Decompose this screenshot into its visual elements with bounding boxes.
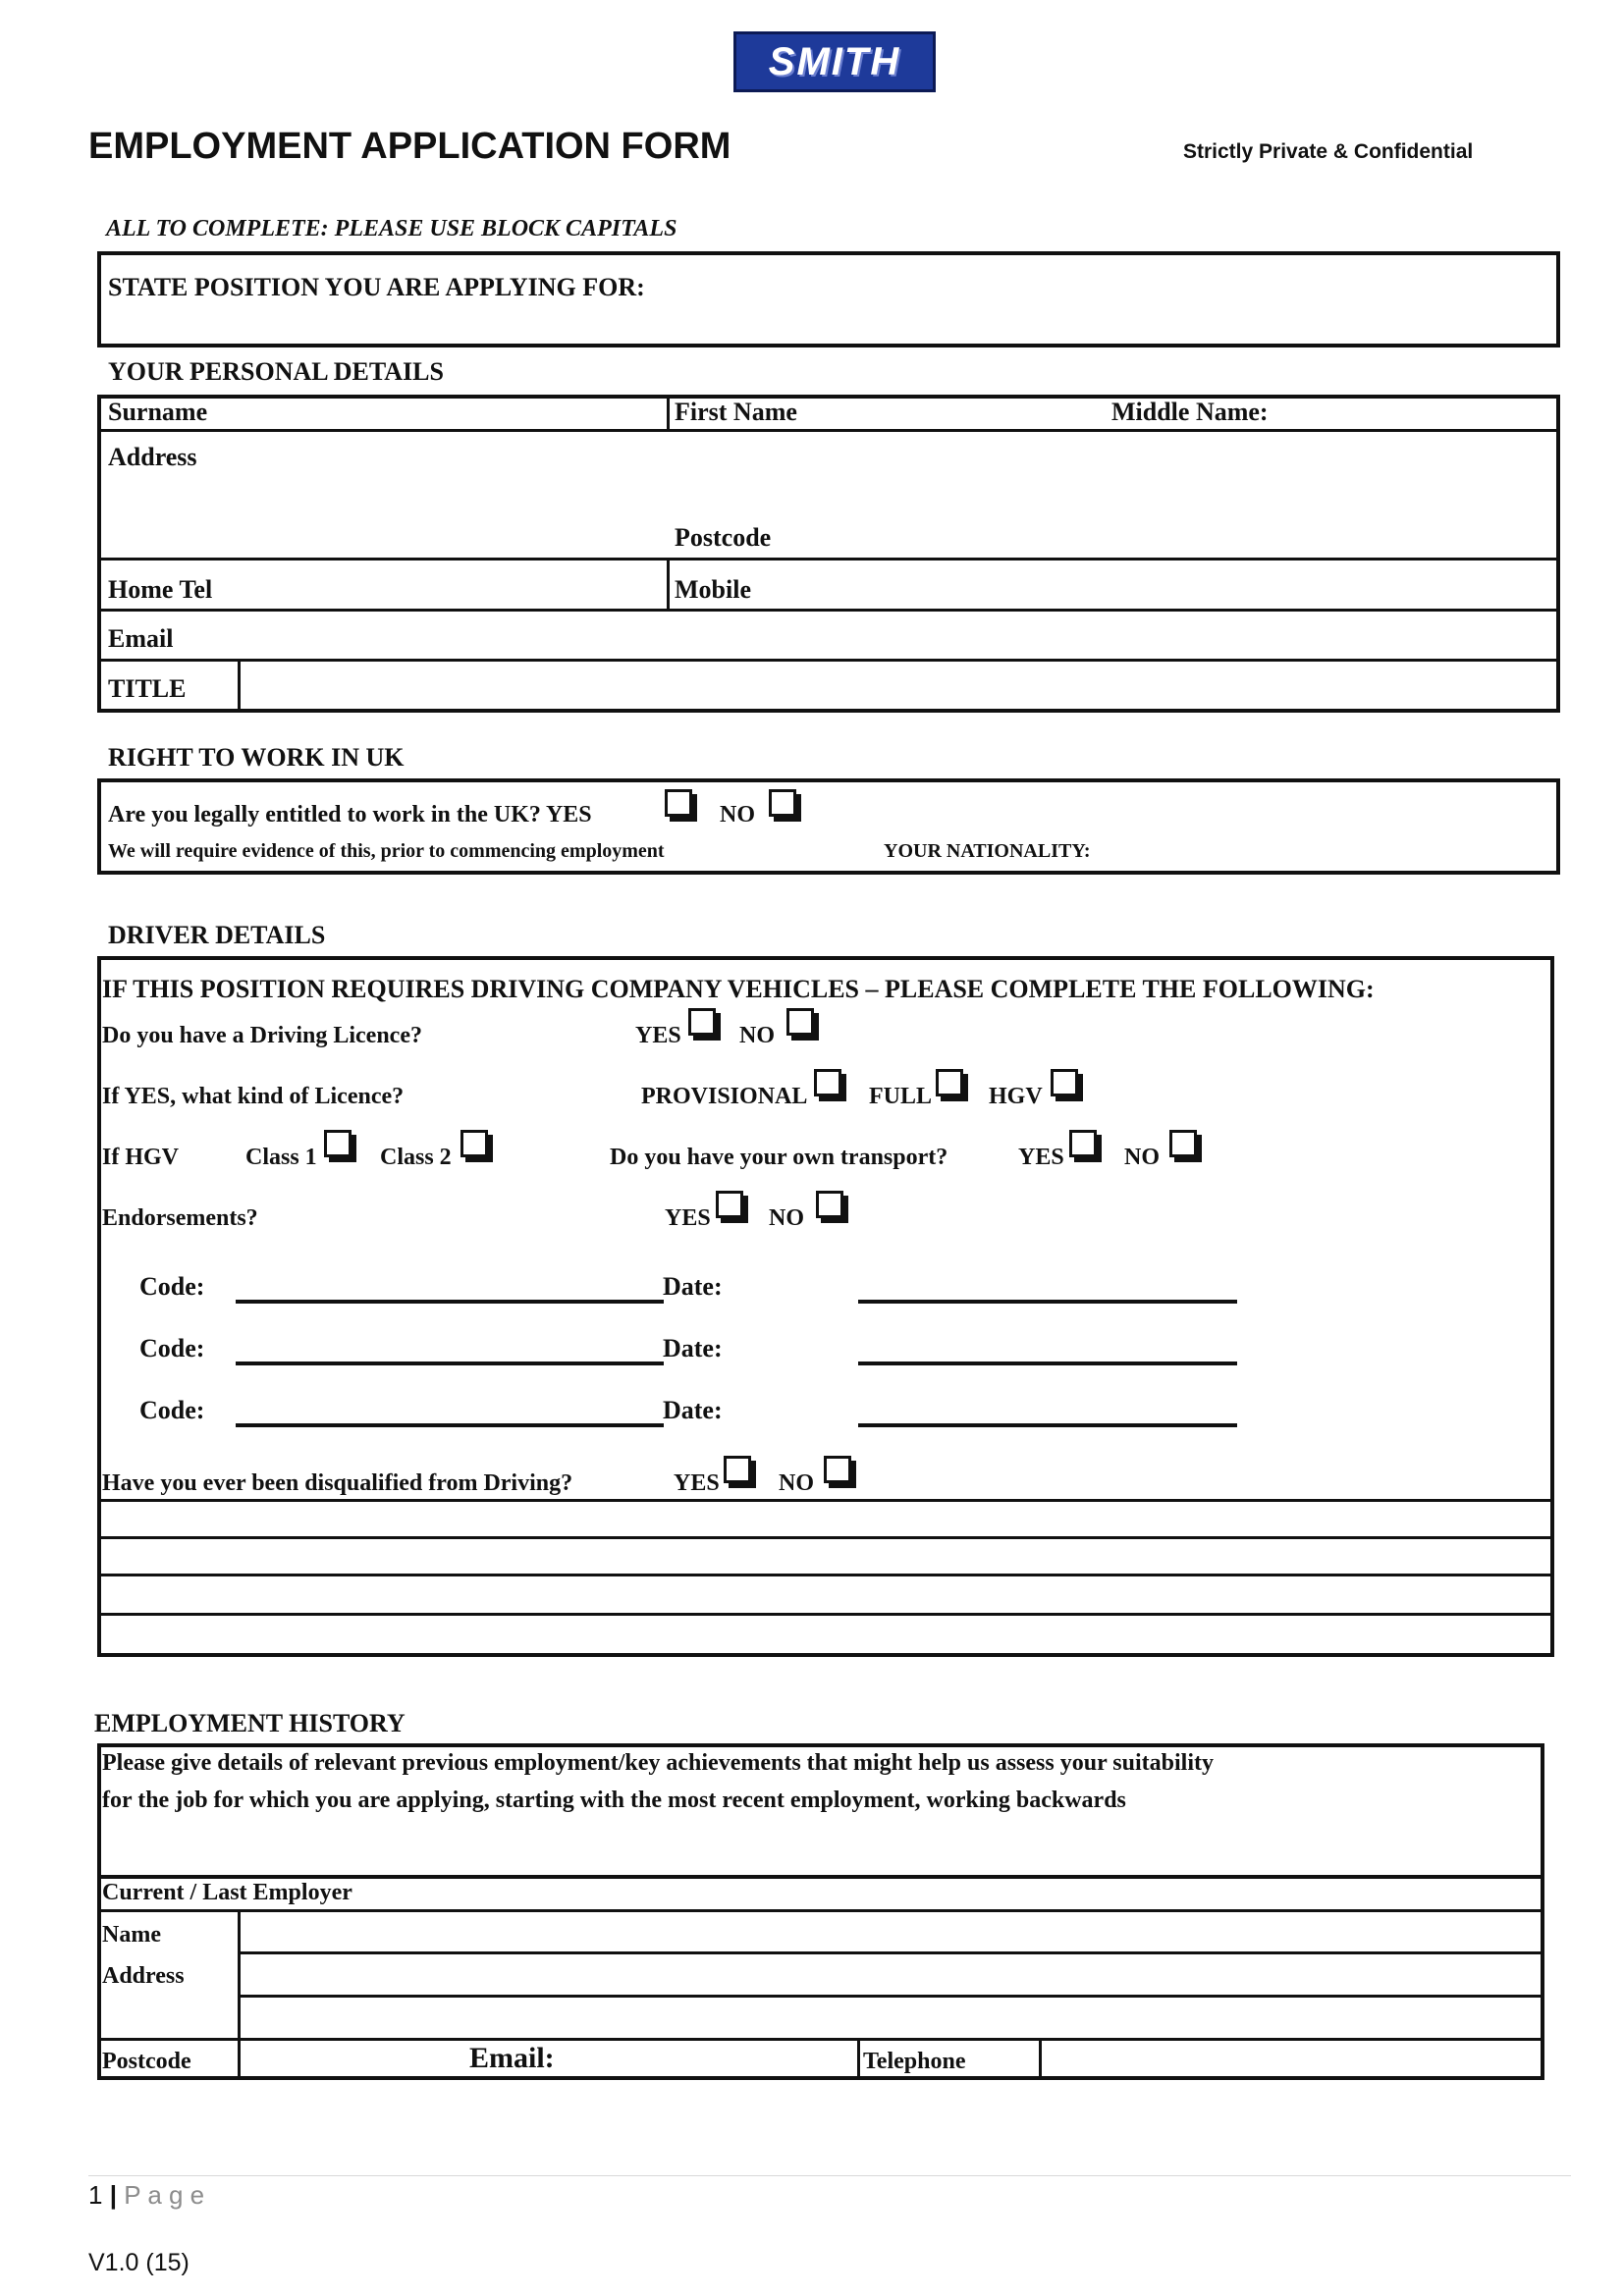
endorsements-no-label: NO xyxy=(769,1205,804,1231)
licence-no-checkbox[interactable] xyxy=(786,1008,814,1036)
transport-yes-label: YES xyxy=(1018,1145,1064,1170)
date-label-3: Date: xyxy=(663,1396,723,1424)
employer-email-field[interactable]: Email: xyxy=(469,2042,555,2074)
class2-checkbox[interactable] xyxy=(460,1130,488,1157)
transport-no-label: NO xyxy=(1124,1145,1160,1170)
if-hgv-label: If HGV xyxy=(102,1145,179,1170)
driver-details-heading: DRIVER DETAILS xyxy=(108,921,326,949)
hgv-label: HGV xyxy=(989,1084,1043,1109)
date-input-3[interactable] xyxy=(858,1423,1237,1427)
personal-details-heading: YOUR PERSONAL DETAILS xyxy=(108,357,444,386)
evidence-note: We will require evidence of this, prior to commencing employment xyxy=(108,840,665,862)
legal-entitlement-yes-checkbox[interactable] xyxy=(665,789,692,817)
disqualified-question: Have you ever been disqualified from Driving? xyxy=(102,1470,573,1496)
licence-no-label: NO xyxy=(739,1023,775,1048)
home-tel-field[interactable]: Home Tel xyxy=(108,575,213,604)
code-input-2[interactable] xyxy=(236,1362,664,1365)
endorsements-no-checkbox[interactable] xyxy=(816,1191,843,1218)
disqualified-no-label: NO xyxy=(779,1470,814,1496)
current-last-employer-label: Current / Last Employer xyxy=(102,1880,352,1905)
disqualified-details-row[interactable] xyxy=(97,1613,1554,1616)
licence-question: Do you have a Driving Licence? xyxy=(102,1023,422,1048)
provisional-label: PROVISIONAL xyxy=(641,1084,808,1109)
disqualified-details-row[interactable] xyxy=(97,1536,1554,1539)
page-label: P a g e xyxy=(124,2180,205,2210)
code-input-3[interactable] xyxy=(236,1423,664,1427)
version-label: V1.0 (15) xyxy=(88,2249,189,2276)
employer-postcode-label: Postcode xyxy=(102,2049,191,2074)
endorsements-yes-label: YES xyxy=(665,1205,711,1231)
licence-yes-checkbox[interactable] xyxy=(688,1008,716,1036)
class2-label: Class 2 xyxy=(380,1145,452,1170)
email-field[interactable]: Email xyxy=(108,624,174,653)
class1-label: Class 1 xyxy=(245,1145,317,1170)
employer-name-label: Name xyxy=(102,1922,161,1948)
code-label-1: Code: xyxy=(139,1272,205,1301)
date-label-1: Date: xyxy=(663,1272,723,1301)
endorsements-yes-checkbox[interactable] xyxy=(716,1191,743,1218)
mobile-field[interactable]: Mobile xyxy=(675,575,751,604)
employer-name-input[interactable] xyxy=(242,1912,1541,1949)
nationality-field[interactable]: YOUR NATIONALITY: xyxy=(884,840,1091,862)
employment-intro-line2: for the job for which you are applying, starting with the most recent employment, working backwards xyxy=(102,1788,1126,1813)
employer-telephone-input[interactable] xyxy=(1043,2041,1541,2078)
position-label: STATE POSITION YOU ARE APPLYING FOR: xyxy=(108,273,645,301)
legal-entitlement-no-label: NO xyxy=(720,802,755,828)
instruction-text: ALL TO COMPLETE: PLEASE USE BLOCK CAPITALS xyxy=(106,216,677,241)
endorsements-question: Endorsements? xyxy=(102,1205,258,1231)
provisional-checkbox[interactable] xyxy=(814,1069,841,1096)
company-logo xyxy=(733,31,936,92)
middle-name-field[interactable]: Middle Name: xyxy=(1111,398,1269,426)
licence-kind-question: If YES, what kind of Licence? xyxy=(102,1084,405,1109)
surname-field[interactable]: Surname xyxy=(108,398,208,426)
page-separator: | xyxy=(109,2180,117,2210)
date-label-2: Date: xyxy=(663,1334,723,1362)
first-name-field[interactable]: First Name xyxy=(675,398,797,426)
form-title: EMPLOYMENT APPLICATION FORM xyxy=(88,126,731,167)
code-input-1[interactable] xyxy=(236,1300,664,1304)
date-input-1[interactable] xyxy=(858,1300,1237,1304)
own-transport-question: Do you have your own transport? xyxy=(610,1145,948,1170)
disqualified-yes-label: YES xyxy=(674,1470,720,1496)
disqualified-details-row[interactable] xyxy=(97,1574,1554,1576)
licence-yes-label: YES xyxy=(635,1023,681,1048)
disqualified-no-checkbox[interactable] xyxy=(824,1456,851,1483)
code-label-3: Code: xyxy=(139,1396,205,1424)
confidential-note: Strictly Private & Confidential xyxy=(1183,140,1474,163)
right-to-work-heading: RIGHT TO WORK IN UK xyxy=(108,743,405,772)
disqualified-yes-checkbox[interactable] xyxy=(724,1456,751,1483)
page-number xyxy=(88,2180,204,2211)
transport-yes-checkbox[interactable] xyxy=(1069,1130,1097,1157)
legal-entitlement-no-checkbox[interactable] xyxy=(769,789,796,817)
class1-checkbox[interactable] xyxy=(324,1130,352,1157)
hgv-checkbox[interactable] xyxy=(1051,1069,1078,1096)
employer-address-input[interactable] xyxy=(242,1954,1541,2037)
title-field-input[interactable] xyxy=(242,663,1555,710)
full-label: FULL xyxy=(869,1084,933,1109)
employment-history-heading: EMPLOYMENT HISTORY xyxy=(94,1709,406,1737)
page-number-value: 1 xyxy=(88,2180,103,2210)
driver-details-box xyxy=(97,956,1554,1657)
code-label-2: Code: xyxy=(139,1334,205,1362)
legal-entitlement-question: Are you legally entitled to work in the UK? YES xyxy=(108,802,592,828)
address-field[interactable]: Address xyxy=(108,443,197,471)
date-input-2[interactable] xyxy=(858,1362,1237,1365)
title-field-label: TITLE xyxy=(108,674,187,703)
employer-telephone-label: Telephone xyxy=(863,2049,966,2074)
postcode-field[interactable]: Postcode xyxy=(675,523,772,552)
full-checkbox[interactable] xyxy=(936,1069,963,1096)
footer-divider xyxy=(88,2175,1571,2176)
driver-intro: IF THIS POSITION REQUIRES DRIVING COMPANY VEHICLES – PLEASE COMPLETE THE FOLLOWING: xyxy=(102,975,1375,1003)
employment-intro-line1: Please give details of relevant previous employment/key achievements that might help us assess your suitability xyxy=(102,1750,1214,1776)
logo-text: SMITH xyxy=(768,39,901,83)
transport-no-checkbox[interactable] xyxy=(1169,1130,1197,1157)
employer-address-label: Address xyxy=(102,1963,185,1989)
